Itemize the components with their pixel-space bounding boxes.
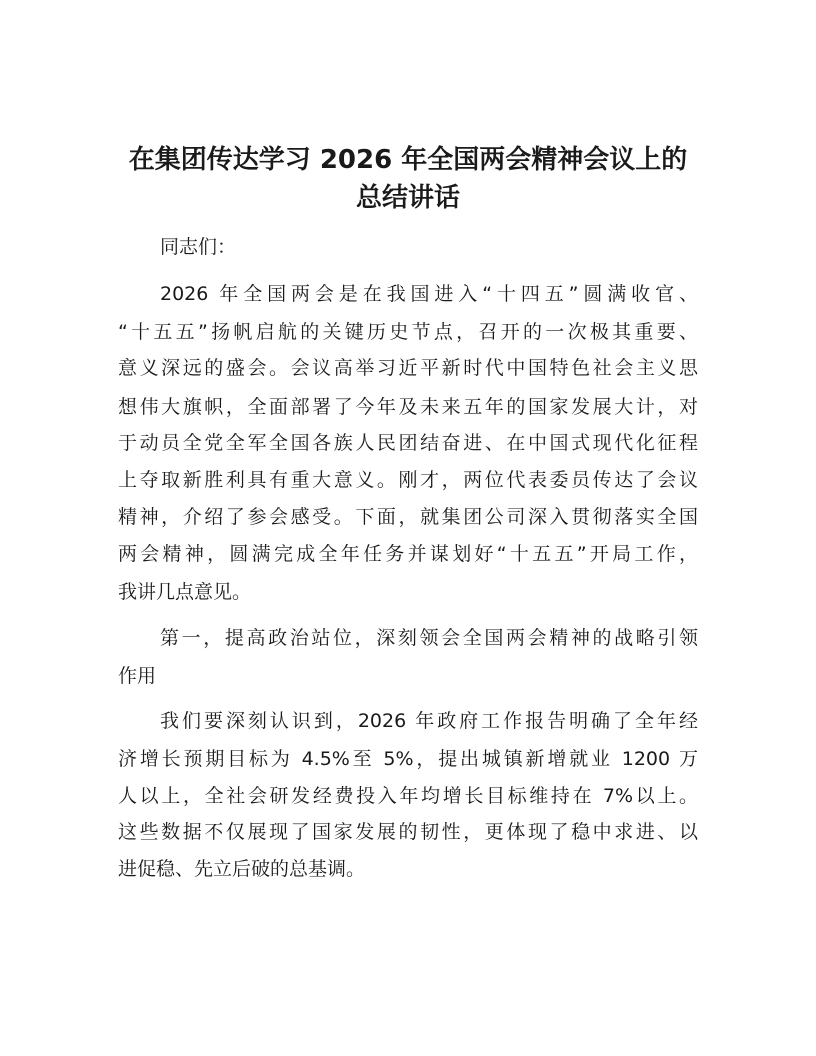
paragraph-1-line: 精神，介绍了参会感受。下面，就集团公司深入贯彻落实全国: [118, 506, 698, 528]
paragraph-1-line: “十五五”扬帆启航的关键历史节点，召开的一次极其重要、: [118, 321, 698, 343]
section-1-heading-line: 第一，提高政治站位，深刻领会全国两会精神的战略引领: [160, 627, 698, 649]
paragraph-1-line: 于动员全党全军全国各族人民团结奋进、在中国式现代化征程: [118, 432, 698, 454]
document-title-line-1: 在集团传达学习 2026 年全国两会精神会议上的: [128, 145, 688, 175]
paragraph-1-line: 我讲几点意见。: [118, 581, 252, 603]
paragraph-1-line: 2026 年全国两会是在我国进入“十四五”圆满收官、: [160, 283, 698, 305]
paragraph-1-line: 意义深远的盛会。会议高举习近平新时代中国特色社会主义思: [118, 357, 698, 379]
salutation: 同志们：: [160, 236, 237, 258]
paragraph-2-line: 这些数据不仅展现了国家发展的韧性，更体现了稳中求进、以: [118, 821, 698, 843]
paragraph-1-line: 两会精神，圆满完成全年任务并谋划好“十五五”开局工作，: [118, 543, 698, 565]
paragraph-2-line: 济增长预期目标为 4.5%至 5%，提出城镇新增就业 1200 万: [118, 748, 698, 770]
section-1-heading-line: 作用: [118, 665, 157, 687]
paragraph-2-line: 人以上，全社会研发经费投入年均增长目标维持在 7%以上。: [118, 785, 698, 807]
paragraph-2-line: 我们要深刻认识到，2026 年政府工作报告明确了全年经: [160, 710, 698, 732]
paragraph-1-line: 想伟大旗帜，全面部署了今年及未来五年的国家发展大计，对: [118, 396, 698, 418]
paragraph-2-line: 进促稳、先立后破的总基调。: [118, 858, 366, 880]
document-title-line-2: 总结讲话: [355, 183, 460, 213]
paragraph-1-line: 上夺取新胜利具有重大意义。刚才，两位代表委员传达了会议: [118, 469, 698, 491]
